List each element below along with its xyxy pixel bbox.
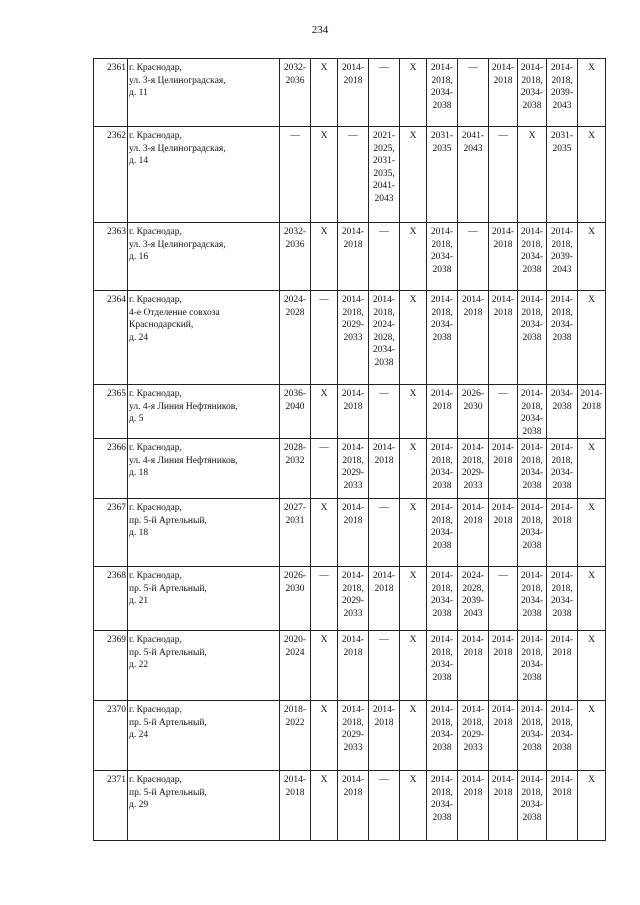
period-cell: 2014- 2018 xyxy=(547,499,578,567)
row-number: 2364 xyxy=(94,291,128,385)
row-number: 2369 xyxy=(94,631,128,701)
address-cell: г. Краснодар, пр. 5-й Артельный, д. 21 xyxy=(128,567,280,631)
address-cell: г. Краснодар, пр. 5-й Артельный, д. 29 xyxy=(128,771,280,841)
period-cell: 2014- 2018 xyxy=(489,439,518,499)
table-row xyxy=(94,59,606,127)
table-row xyxy=(94,223,606,291)
period-cell: 2014- 2018 xyxy=(489,771,518,841)
period-cell: — xyxy=(489,127,518,223)
period-cell: Х xyxy=(578,631,606,701)
period-cell: 2014- 2018, 2034- 2038 xyxy=(547,701,578,771)
period-cell: 2014- 2018, 2034- 2038 xyxy=(427,291,458,385)
period-cell: 2014- 2018, 2034- 2038 xyxy=(518,499,547,567)
row-number: 2371 xyxy=(94,771,128,841)
schedule-table xyxy=(93,58,606,841)
period-cell: 2014- 2018, 2034- 2038 xyxy=(518,567,547,631)
period-cell: Х xyxy=(400,59,427,127)
period-cell: 2014- 2018, 2034- 2038 xyxy=(427,499,458,567)
period-cell: — xyxy=(369,385,400,439)
period-cell: Х xyxy=(400,631,427,701)
period-cell: — xyxy=(369,771,400,841)
period-cell: Х xyxy=(311,499,338,567)
address-cell: г. Краснодар, пр. 5-й Артельный, д. 24 xyxy=(128,701,280,771)
row-number: 2365 xyxy=(94,385,128,439)
period-cell: 2014- 2018 xyxy=(458,291,489,385)
address-cell: г. Краснодар, ул. 3-я Целиноградская, д. 14 xyxy=(128,127,280,223)
table-row xyxy=(94,127,606,223)
period-cell: Х xyxy=(311,701,338,771)
period-cell: Х xyxy=(400,223,427,291)
period-cell: — xyxy=(280,127,311,223)
period-cell: — xyxy=(338,127,369,223)
row-number: 2363 xyxy=(94,223,128,291)
address-cell: г. Краснодар, пр. 5-й Артельный, д. 22 xyxy=(128,631,280,701)
period-cell: 2014- 2018, 2039- 2043 xyxy=(547,59,578,127)
period-cell: 2014- 2018 xyxy=(547,771,578,841)
period-cell: 2014- 2018 xyxy=(369,701,400,771)
period-cell: Х xyxy=(578,127,606,223)
period-cell: Х xyxy=(311,59,338,127)
period-cell: 2014- 2018, 2034- 2038 xyxy=(518,59,547,127)
period-cell: 2014- 2018, 2034- 2038 xyxy=(547,439,578,499)
period-cell: — xyxy=(369,499,400,567)
table-row xyxy=(94,385,606,439)
period-cell: 2036- 2040 xyxy=(280,385,311,439)
period-cell: 2014- 2018 xyxy=(489,701,518,771)
period-cell: 2014- 2018, 2034- 2038 xyxy=(427,771,458,841)
period-cell: Х xyxy=(400,499,427,567)
period-cell: Х xyxy=(578,291,606,385)
period-cell: — xyxy=(369,631,400,701)
period-cell: 2018- 2022 xyxy=(280,701,311,771)
period-cell: Х xyxy=(578,499,606,567)
period-cell: 2014- 2018, 2034- 2038 xyxy=(547,567,578,631)
period-cell: Х xyxy=(311,127,338,223)
period-cell: Х xyxy=(400,127,427,223)
period-cell: 2014- 2018 xyxy=(338,631,369,701)
period-cell: Х xyxy=(311,771,338,841)
period-cell: 2014- 2018 xyxy=(427,385,458,439)
period-cell: 2014- 2018 xyxy=(489,59,518,127)
row-number: 2370 xyxy=(94,701,128,771)
period-cell: 2027- 2031 xyxy=(280,499,311,567)
period-cell: — xyxy=(458,223,489,291)
period-cell: Х xyxy=(400,567,427,631)
period-cell: Х xyxy=(518,127,547,223)
period-cell: 2014- 2018 xyxy=(338,385,369,439)
period-cell: 2014- 2018, 2029- 2033 xyxy=(458,701,489,771)
period-cell: 2028- 2032 xyxy=(280,439,311,499)
period-cell: 2014- 2018, 2034- 2038 xyxy=(518,223,547,291)
address-cell: г. Краснодар, ул. 4-я Линия Нефтяников, д. 18 xyxy=(128,439,280,499)
period-cell: 2014- 2018 xyxy=(458,771,489,841)
address-cell: г. Краснодар, ул. 3-я Целиноградская, д. 16 xyxy=(128,223,280,291)
period-cell: 2014- 2018, 2034- 2038 xyxy=(427,439,458,499)
period-cell: Х xyxy=(400,291,427,385)
period-cell: 2014- 2018 xyxy=(280,771,311,841)
row-number: 2368 xyxy=(94,567,128,631)
period-cell: — xyxy=(489,385,518,439)
period-cell: 2014- 2018 xyxy=(489,631,518,701)
period-cell: 2020- 2024 xyxy=(280,631,311,701)
address-cell: г. Краснодар, пр. 5-й Артельный, д. 18 xyxy=(128,499,280,567)
period-cell: 2014- 2018 xyxy=(489,291,518,385)
period-cell: 2014- 2018, 2034- 2038 xyxy=(518,291,547,385)
table-row xyxy=(94,567,606,631)
period-cell: 2014- 2018, 2029- 2033 xyxy=(458,439,489,499)
period-cell: 2031- 2035 xyxy=(427,127,458,223)
row-number: 2362 xyxy=(94,127,128,223)
period-cell: 2014- 2018 xyxy=(369,439,400,499)
table-row xyxy=(94,499,606,567)
period-cell: Х xyxy=(578,223,606,291)
period-cell: Х xyxy=(311,223,338,291)
period-cell: 2024- 2028, 2039- 2043 xyxy=(458,567,489,631)
period-cell: Х xyxy=(400,771,427,841)
period-cell: Х xyxy=(311,385,338,439)
period-cell: Х xyxy=(578,771,606,841)
address-cell: г. Краснодар, 4-е Отделение совхоза Краснодарский, д. 24 xyxy=(128,291,280,385)
period-cell: 2014- 2018 xyxy=(338,771,369,841)
period-cell: 2014- 2018 xyxy=(489,499,518,567)
period-cell: 2014- 2018, 2034- 2038 xyxy=(547,291,578,385)
period-cell: Х xyxy=(578,567,606,631)
table-row xyxy=(94,439,606,499)
period-cell: 2014- 2018, 2029- 2033 xyxy=(338,567,369,631)
period-cell: 2014- 2018, 2034- 2038 xyxy=(518,771,547,841)
table-body xyxy=(94,59,606,841)
period-cell: 2014- 2018 xyxy=(338,499,369,567)
period-cell: Х xyxy=(311,631,338,701)
period-cell: 2026- 2030 xyxy=(280,567,311,631)
period-cell: Х xyxy=(400,439,427,499)
page-number: 234 xyxy=(311,24,329,36)
period-cell: 2014- 2018 xyxy=(578,385,606,439)
table-row xyxy=(94,701,606,771)
period-cell: 2032- 2036 xyxy=(280,59,311,127)
period-cell: — xyxy=(369,223,400,291)
period-cell: Х xyxy=(400,701,427,771)
period-cell: 2014- 2018 xyxy=(547,631,578,701)
period-cell: 2014- 2018 xyxy=(338,223,369,291)
row-number: 2361 xyxy=(94,59,128,127)
period-cell: 2021- 2025, 2031- 2035, 2041- 2043 xyxy=(369,127,400,223)
period-cell: — xyxy=(369,59,400,127)
period-cell: 2014- 2018 xyxy=(458,499,489,567)
period-cell: 2014- 2018, 2034- 2038 xyxy=(427,59,458,127)
period-cell: — xyxy=(311,439,338,499)
period-cell: — xyxy=(311,291,338,385)
period-cell: 2014- 2018, 2034- 2038 xyxy=(518,701,547,771)
period-cell: Х xyxy=(400,385,427,439)
table-row xyxy=(94,771,606,841)
period-cell: — xyxy=(458,59,489,127)
address-cell: г. Краснодар, ул. 3-я Целиноградская, д. 11 xyxy=(128,59,280,127)
period-cell: — xyxy=(311,567,338,631)
period-cell: 2026- 2030 xyxy=(458,385,489,439)
period-cell: Х xyxy=(578,439,606,499)
period-cell: 2014- 2018, 2034- 2038 xyxy=(427,701,458,771)
period-cell: Х xyxy=(578,701,606,771)
row-number: 2366 xyxy=(94,439,128,499)
row-number: 2367 xyxy=(94,499,128,567)
period-cell: 2024- 2028 xyxy=(280,291,311,385)
period-cell: 2014- 2018, 2024- 2028, 2034- 2038 xyxy=(369,291,400,385)
address-cell: г. Краснодар, ул. 4-я Линия Нефтяников, д. 5 xyxy=(128,385,280,439)
period-cell: 2014- 2018, 2029- 2033 xyxy=(338,439,369,499)
period-cell: 2014- 2018, 2029- 2033 xyxy=(338,701,369,771)
table-row xyxy=(94,631,606,701)
period-cell: 2014- 2018 xyxy=(338,59,369,127)
period-cell: 2014- 2018, 2034- 2038 xyxy=(518,439,547,499)
period-cell: 2014- 2018 xyxy=(369,567,400,631)
period-cell: 2014- 2018, 2034- 2038 xyxy=(427,567,458,631)
period-cell: 2031- 2035 xyxy=(547,127,578,223)
period-cell: 2014- 2018, 2034- 2038 xyxy=(427,631,458,701)
period-cell: 2041- 2043 xyxy=(458,127,489,223)
period-cell: 2032- 2036 xyxy=(280,223,311,291)
period-cell: 2014- 2018, 2029- 2033 xyxy=(338,291,369,385)
period-cell: 2014- 2018, 2034- 2038 xyxy=(427,223,458,291)
period-cell: 2034- 2038 xyxy=(547,385,578,439)
period-cell: — xyxy=(489,567,518,631)
period-cell: 2014- 2018, 2034- 2038 xyxy=(518,385,547,439)
period-cell: 2014- 2018, 2034- 2038 xyxy=(518,631,547,701)
period-cell: 2014- 2018 xyxy=(458,631,489,701)
period-cell: 2014- 2018, 2039- 2043 xyxy=(547,223,578,291)
table-row xyxy=(94,291,606,385)
period-cell: 2014- 2018 xyxy=(489,223,518,291)
period-cell: Х xyxy=(578,59,606,127)
